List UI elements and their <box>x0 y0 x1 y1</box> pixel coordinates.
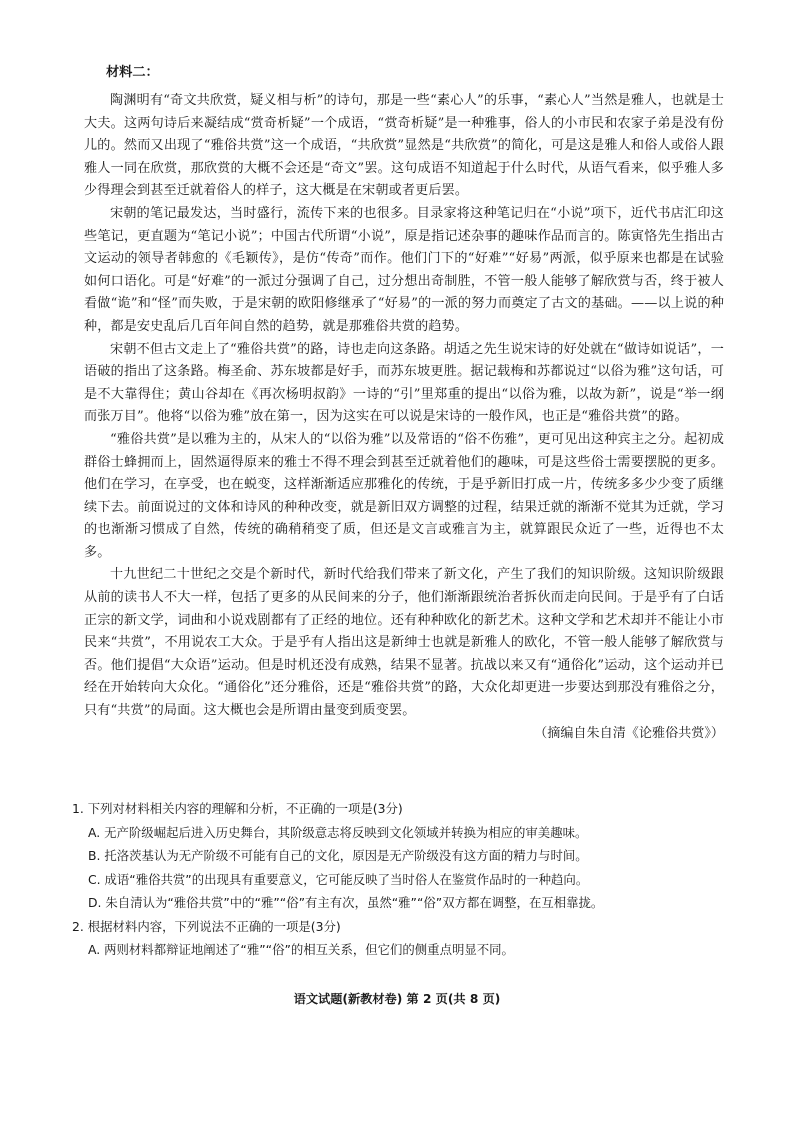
passage-paragraph-4: “雅俗共赏”是以雅为主的，从宋人的“以俗为雅”以及常语的“俗不伤雅”，更可见出这种宾主之分。起初成群俗士蜂拥而上，固然逼得原来的雅士不得不理会到甚至迁就着他们的趣味，可是这些俗士需要摆脱的更多。他们在学习，在享受，也在蜕变，这样渐渐适应那雅化的传统，于是乎新旧打成一片，传统多多少少变了质继续下去。前面说过的文体和诗风的种种改变，就是新旧双方调整的过程，结果迁就的渐渐不觉其为迁就，学习的也渐渐习惯成了自然，传统的确稍稍变了质，但还是文言或雅言为主，就算跟民众近了一些，近得也不太多。 <box>84 431 724 560</box>
material-heading: 材料二： <box>106 65 159 80</box>
question-1-option-d: D. 朱自清认为“雅俗共赏”中的“雅”“俗”有主有次，虽然“雅”“俗”双方都在调整，在互相靠拢。 <box>88 895 604 910</box>
questions-section <box>72 797 732 962</box>
question-1-option-a: A. 无产阶级崛起后进入历史舞台，其阶级意志将反映到文化领域并转换为相应的审美趣味。 <box>88 824 588 840</box>
question-2-stem: 2. 根据材料内容，下列说法不正确的一项是(3分) <box>72 918 341 934</box>
question-1-option-c: C. 成语“雅俗共赏”的出现具有重要意义，它可能反映了当时俗人在鉴赏作品时的一种趋向。 <box>88 871 589 887</box>
page-footer: 语文试题(新教材卷) 第 2 页(共 8 页) <box>293 992 501 1006</box>
question-1-option-b: B. 托洛茨基认为无产阶级不可能有自己的文化，原因是无产阶级没有这方面的精力与时间。 <box>88 848 588 863</box>
material-two-section <box>84 62 724 745</box>
passage-paragraph-1: 陶渊明有“奇文共欣赏，疑义相与析”的诗句，那是一些“素心人”的乐事，“素心人”当然是雅人，也就是士大夫。这两句诗后来凝结成“赏奇析疑”一个成语，“赏奇析疑”是一种雅事，俗人的小市民和农家子弟是没有份儿的。然而又出现了“雅俗共赏”这一个成语，“共欣赏”显然是“共欣赏”的简化，可是这是雅人和俗人或俗人跟雅人一同在欣赏，那欣赏的大概不会还是“奇文”罢。这句成语不知道起于什么时代，从语气看来，似乎雅人多少得理会到甚至迁就着俗人的样子，这大概是在宋朝或者更后罢。 <box>84 93 724 199</box>
passage-source: （摘编自朱自清《论雅俗共赏》） <box>534 725 724 741</box>
passage-paragraph-5: 十九世纪二十世纪之交是个新时代，新时代给我们带来了新文化，产生了我们的知识阶级。这知识阶级跟从前的读书人不大一样，包括了更多的从民间来的分子，他们渐渐跟统治者拆伙而走向民间。于是乎有了白话正宗的新文学，词曲和小说戏剧都有了正经的地位。还有种种欧化的新艺术。这种文学和艺术却并不能让小市民来“共赏”，不用说农工大众。于是乎有人指出这是新绅士也就是新雅人的欧化，不管一般人能够了解欣赏与否。他们提倡“大众语”运动。但是时机还没有成熟，结果不显著。抗战以来又有“通俗化”运动，这个运动并已经在开始转向大众化。“通俗化”还分雅俗，还是“雅俗共赏”的路，大众化却更进一步要达到那没有雅俗之分，只有“共赏”的局面。这大概也会是所谓由量变到质变罢。 <box>84 567 724 719</box>
question-1-stem: 1. 下列对材料相关内容的理解和分析，不正确的一项是(3分) <box>72 801 403 816</box>
question-2-option-a: A. 两则材料都辩证地阐述了“雅”“俗”的相互关系，但它们的侧重点明显不同。 <box>88 942 514 957</box>
passage-paragraph-3: 宋朝不但古文走上了“雅俗共赏”的路，诗也走向这条路。胡适之先生说宋诗的好处就在“做诗如说话”，一语破的指出了这条路。梅圣俞、苏东坡都是好手，而苏东坡更胜。据记载梅和苏都说过“以俗为雅”这句话，可是不大靠得住；黄山谷却在《再次杨明叔韵》一诗的“引”里郑重的提出“以俗为雅，以故为新”，说是“举一纲而张万目”。他将“以俗为雅”放在第一，因为这实在可以说是宋诗的一般作风，也正是“雅俗共赏”的路。 <box>84 341 724 425</box>
passage-paragraph-2: 宋朝的笔记最发达，当时盛行，流传下来的也很多。目录家将这种笔记归在“小说”项下，近代书店汇印这些笔记，更直题为“笔记小说”；中国古代所谓“小说”，原是指记述杂事的趣味作品而言的。陈寅恪先生指出古文运动的领导者韩愈的《毛颖传》，是仿“传奇”而作。他们门下的“好难”“好易”两派，似乎原来也都是在试验如何口语化。可是“好难”的一派过分强调了自己，过分想出奇制胜，不管一般人能够了解欣赏与否，终于被人看做“诡”和“怪”而失败，于是宋朝的欧阳修继承了“好易”的一派的努力而奠定了古文的基础。——以上说的种种，都是安史乱后几百年间自然的趋势，就是那雅俗共赏的趋势。 <box>84 205 724 334</box>
